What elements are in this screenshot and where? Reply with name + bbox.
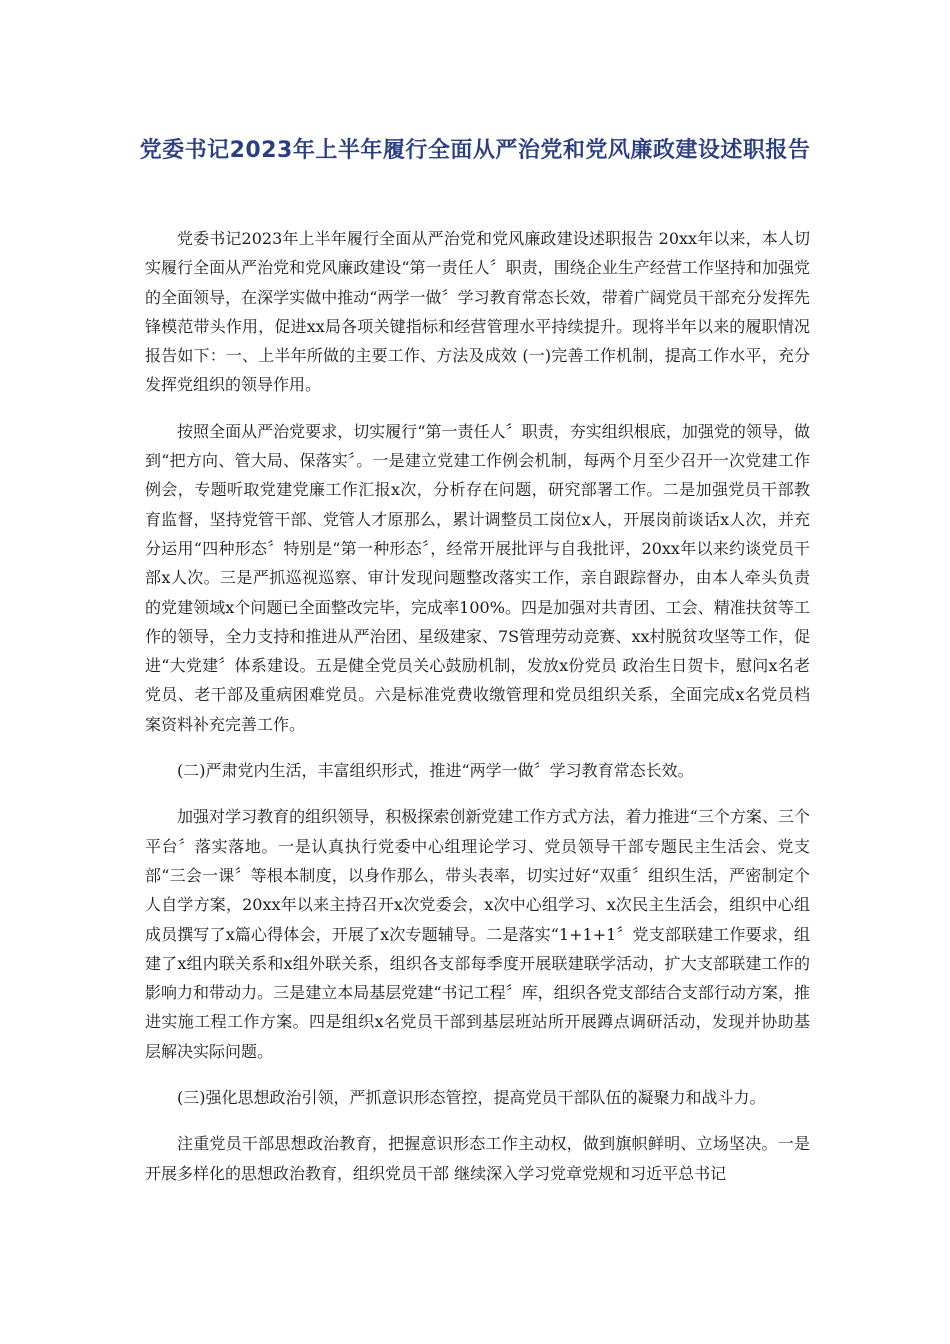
section-heading-3: (三)强化思想政治引领，严抓意识形态管控，提高党员干部队伍的凝聚力和战斗力。 <box>177 1088 766 1108</box>
paragraph-party-life: 加强对学习教育的组织领导，积极探索创新党建工作方式方法，着力推进“三个方案、三个平台〞落实落地。一是认真执行党委中心组理论学习、党员领导干部专题民主生活会、党支部“三会一课〞等根本制度，以身作那么，带头表率，切实过好“双重〞组织生活，严密制定个人自学方案，20xx年以来主持召开x次党委会，x次中心组学习、x次民主生活会，组织中心组成员撰写了x篇心得体会，开展了x次专题辅导。二是落实“1+1+1〞党支部联建工作要求，组建了x组内联关系和x组外联关系，组织各支部每季度开展联建联学活动，扩大支部联建工作的影响力和带动力。三是建立本局基层党建“书记工程〞库，组织各党支部结合支部行动方案，推进实施工程工作方案。四是组织x名党员干部到基层班站所开展蹲点调研活动，发现并协助基层解决实际问题。 <box>145 807 810 1061</box>
document-body <box>145 224 810 1205</box>
section-heading-2: (二)严肃党内生活，丰富组织形式，推进“两学一做〞学习教育常态长效。 <box>177 761 694 781</box>
paragraph-ideology: 注重党员干部思想政治教育，把握意识形态工作主动权，做到旗帜鲜明、立场坚决。一是开展多样化的思想政治教育，组织党员干部 继续深入学习党章党规和习近平总书记 <box>145 1134 810 1183</box>
paragraph-intro: 党委书记2023年上半年履行全面从严治党和党风廉政建设述职报告 20xx年以来，本人切实履行全面从严治党和党风廉政建设“第一责任人〞职责，围绕企业生产经营工作坚持和加强党的全面领导，在深学实做中推动“两学一做〞学习教育常态长效，带着广阔党员干部充分发挥先锋模范带头作用，促进xx局各项关键指标和经营管理水平持续提升。现将半年以来的履职情况报告如下：一、上半年所做的主要工作、方法及成效 (一)完善工作机制，提高工作水平，充分发挥党组织的领导作用。 <box>145 229 810 395</box>
paragraph-work-mechanism: 按照全面从严治党要求，切实履行“第一责任人〞职责，夯实组织根底，加强党的领导，做到“把方向、管大局、保落实〞。一是建立党建工作例会机制，每两个月至少召开一次党建工作例会，专题听取党建党廉工作汇报x次，分析存在问题，研究部署工作。二是加强党员干部教育监督，坚持党管干部、党管人才原那么，累计调整员工岗位x人，开展岗前谈话x人次，并充分运用“四种形态〞特别是“第一种形态〞，经常开展批评与自我批评，20xx年以来约谈党员干部x人次。三是严抓巡视巡察、审计发现问题整改落实工作，亲自跟踪督办，由本人牵头负责的党建领域x个问题已全面整改完毕，完成率100%。四是加强对共青团、工会、精准扶贫等工作的领导，全力支持和推进从严治团、星级建家、7S管理劳动竞赛、xx村脱贫攻坚等工作，促进“大党建〞体系建设。五是健全党员关心鼓励机制，发放x份党员 政治生日贺卡，慰问x名老党员、老干部及重病困难党员。六是标准党费收缴管理和党员组织关系，全面完成x名党员档案资料补充完善工作。 <box>145 421 810 734</box>
document-title: 党委书记2023年上半年履行全面从严治党和党风廉政建设述职报告 <box>139 138 811 163</box>
